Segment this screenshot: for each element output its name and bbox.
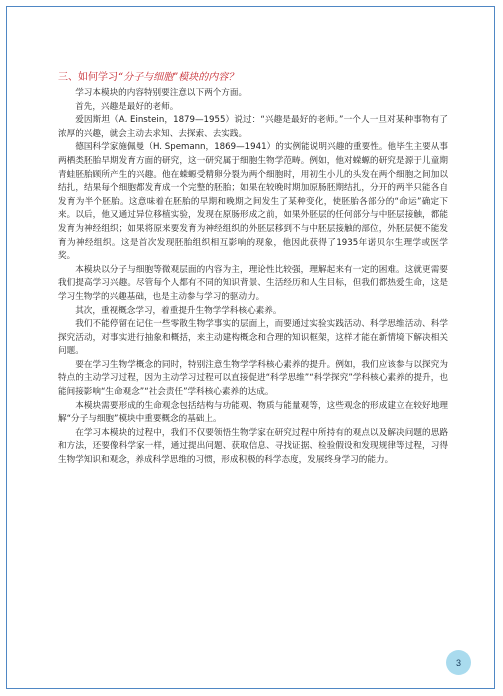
page-number-badge <box>446 650 471 675</box>
page-number: 3 <box>455 657 461 668</box>
paragraph: 我们不能停留在记住一些零散生物学事实的层面上，而要通过实验实践活动、科学思维活动、科学探究活动，对事实进行抽象和概括，来主动建构概念和合理的知识框架，这样才能在新情境下解决相关问题。 <box>58 319 448 357</box>
paragraph: 其次，重视概念学习，着重提升生物学学科核心素养。 <box>75 305 282 316</box>
section-heading-prefix: 三、如何学习 <box>58 72 118 83</box>
section-heading <box>58 70 448 86</box>
paragraph: 德国科学家施佩曼（H. Spemann，1869—1941）的实例能说明兴趣的重要性。他毕生主要从事两栖类胚胎早期发育方面的研究，这一研究属于细胞生物学范畴。例如，他对蝾螈的研究是源于儿童期青蛙胚胎顾所产生的兴趣。他在蝾螈受精卵分裂为两个细胞时，用初生小儿的头发在两个细胞之间加以结扎，结果每个细胞都发育成一个完整的胚胎；如果在较晚时期加原肠胚期结扎，分开的两半只能各自发育为半个胚胎。这意味着在胚胎的早期和晚期之间发生了某种变化，使胚胎各部分的“命运”确定下来。以后，他又通过异位移植实验，发现在原肠形成之前，如果外胚层的任何部分与中胚层接触，都能发育为神经组织；如果将原来要发育为神经组织的外胚层移到不与中胚层接触的部位，外胚层便不能发育为神经组织。这是首次发现胚胎组织相互影响的现象，他因此获得了1935年诺贝尔生理学或医学奖。 <box>58 142 448 262</box>
paragraph: 首先，兴趣是最好的老师。 <box>75 101 179 112</box>
paragraph: 本模块以分子与细胞等微观层面的内容为主，理论性比较强，理解起来有一定的困难。这就更需要我们提高学习兴趣。尽管每个人都有不同的知识背景、生活经历和人生目标，但我们都热爱生命，这是学习生物学的兴趣基础，也是主动参与学习的驱动力。 <box>58 264 448 302</box>
paragraph: 学习本模块的内容特别要注意以下两个方面。 <box>75 88 248 98</box>
document-body <box>58 70 448 468</box>
paragraph: 在学习本模块的过程中，我们不仅要领悟生物学家在研究过程中所持有的观点以及解决问题的思路和方法，还要像科学家一样，通过提出问题、获取信息、寻找证据、检验假设和发现规律等过程，习得生物学知识和观念，养成科学思维的习惯，形成积极的科学态度，发展终身学习的能力。 <box>58 427 448 466</box>
paragraph: 本模块需要形成的生命观念包括结构与功能观、物质与能量观等，这些观念的形成建立在较好地理解“分子与细胞”模块中重要概念的基础上。 <box>58 400 448 425</box>
paragraph: 爱因斯坦（A. Einstein，1879—1955）说过：“兴趣是最好的老师。”一个人一旦对某种事物有了浓厚的兴趣，就会主动去求知、去探索、去实践。 <box>58 115 448 139</box>
section-heading-title: “分子与细胞”模块的内容？ <box>118 72 239 83</box>
paragraph: 要在学习生物学概念的同时，特别注意生物学学科核心素养的提升。例如，我们应该参与以探究为特点的主动学习过程，因为主动学习过程可以直接促进“科学思维”“科学探究”学科核心素养的提升，也能间接影响“生命观念”“社会责任”学科核心素养的达成。 <box>58 359 448 398</box>
